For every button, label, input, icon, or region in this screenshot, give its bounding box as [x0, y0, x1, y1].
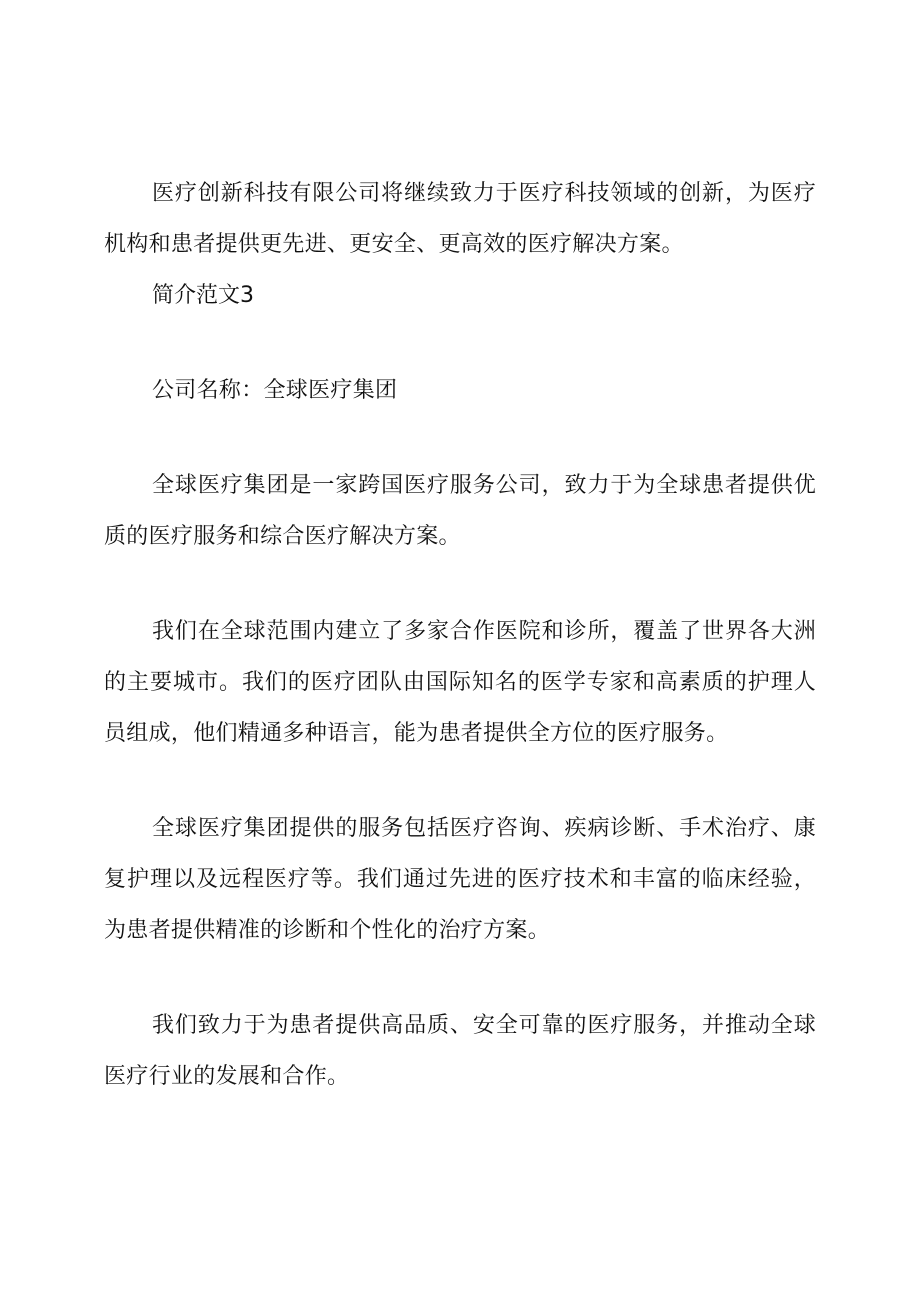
paragraph-closing-statement: 医疗创新科技有限公司将继续致力于医疗科技领域的创新，为医疗机构和患者提供更先进、更安全、更高效的医疗解决方案。 — [104, 181, 816, 257]
document-body — [104, 168, 816, 1102]
paragraph-global-network: 我们在全球范围内建立了多家合作医院和诊所，覆盖了世界各大洲的主要城市。我们的医疗团队由国际知名的医学专家和高素质的护理人员组成，他们精通多种语言，能为患者提供全方位的医疗服务。 — [104, 619, 816, 746]
section-heading: 简介范文3 — [152, 283, 254, 308]
paragraph-services: 全球医疗集团提供的服务包括医疗咨询、疾病诊断、手术治疗、康复护理以及远程医疗等。我们通过先进的医疗技术和丰富的临床经验，为患者提供精准的诊断和个性化的治疗方案。 — [104, 816, 816, 943]
paragraph-commitment: 我们致力于为患者提供高品质、安全可靠的医疗服务，并推动全球医疗行业的发展和合作。 — [104, 1013, 816, 1089]
company-name-line: 公司名称：全球医疗集团 — [152, 378, 398, 403]
paragraph-company-intro: 全球医疗集团是一家跨国医疗服务公司，致力于为全球患者提供优质的医疗服务和综合医疗解决方案。 — [104, 473, 816, 549]
